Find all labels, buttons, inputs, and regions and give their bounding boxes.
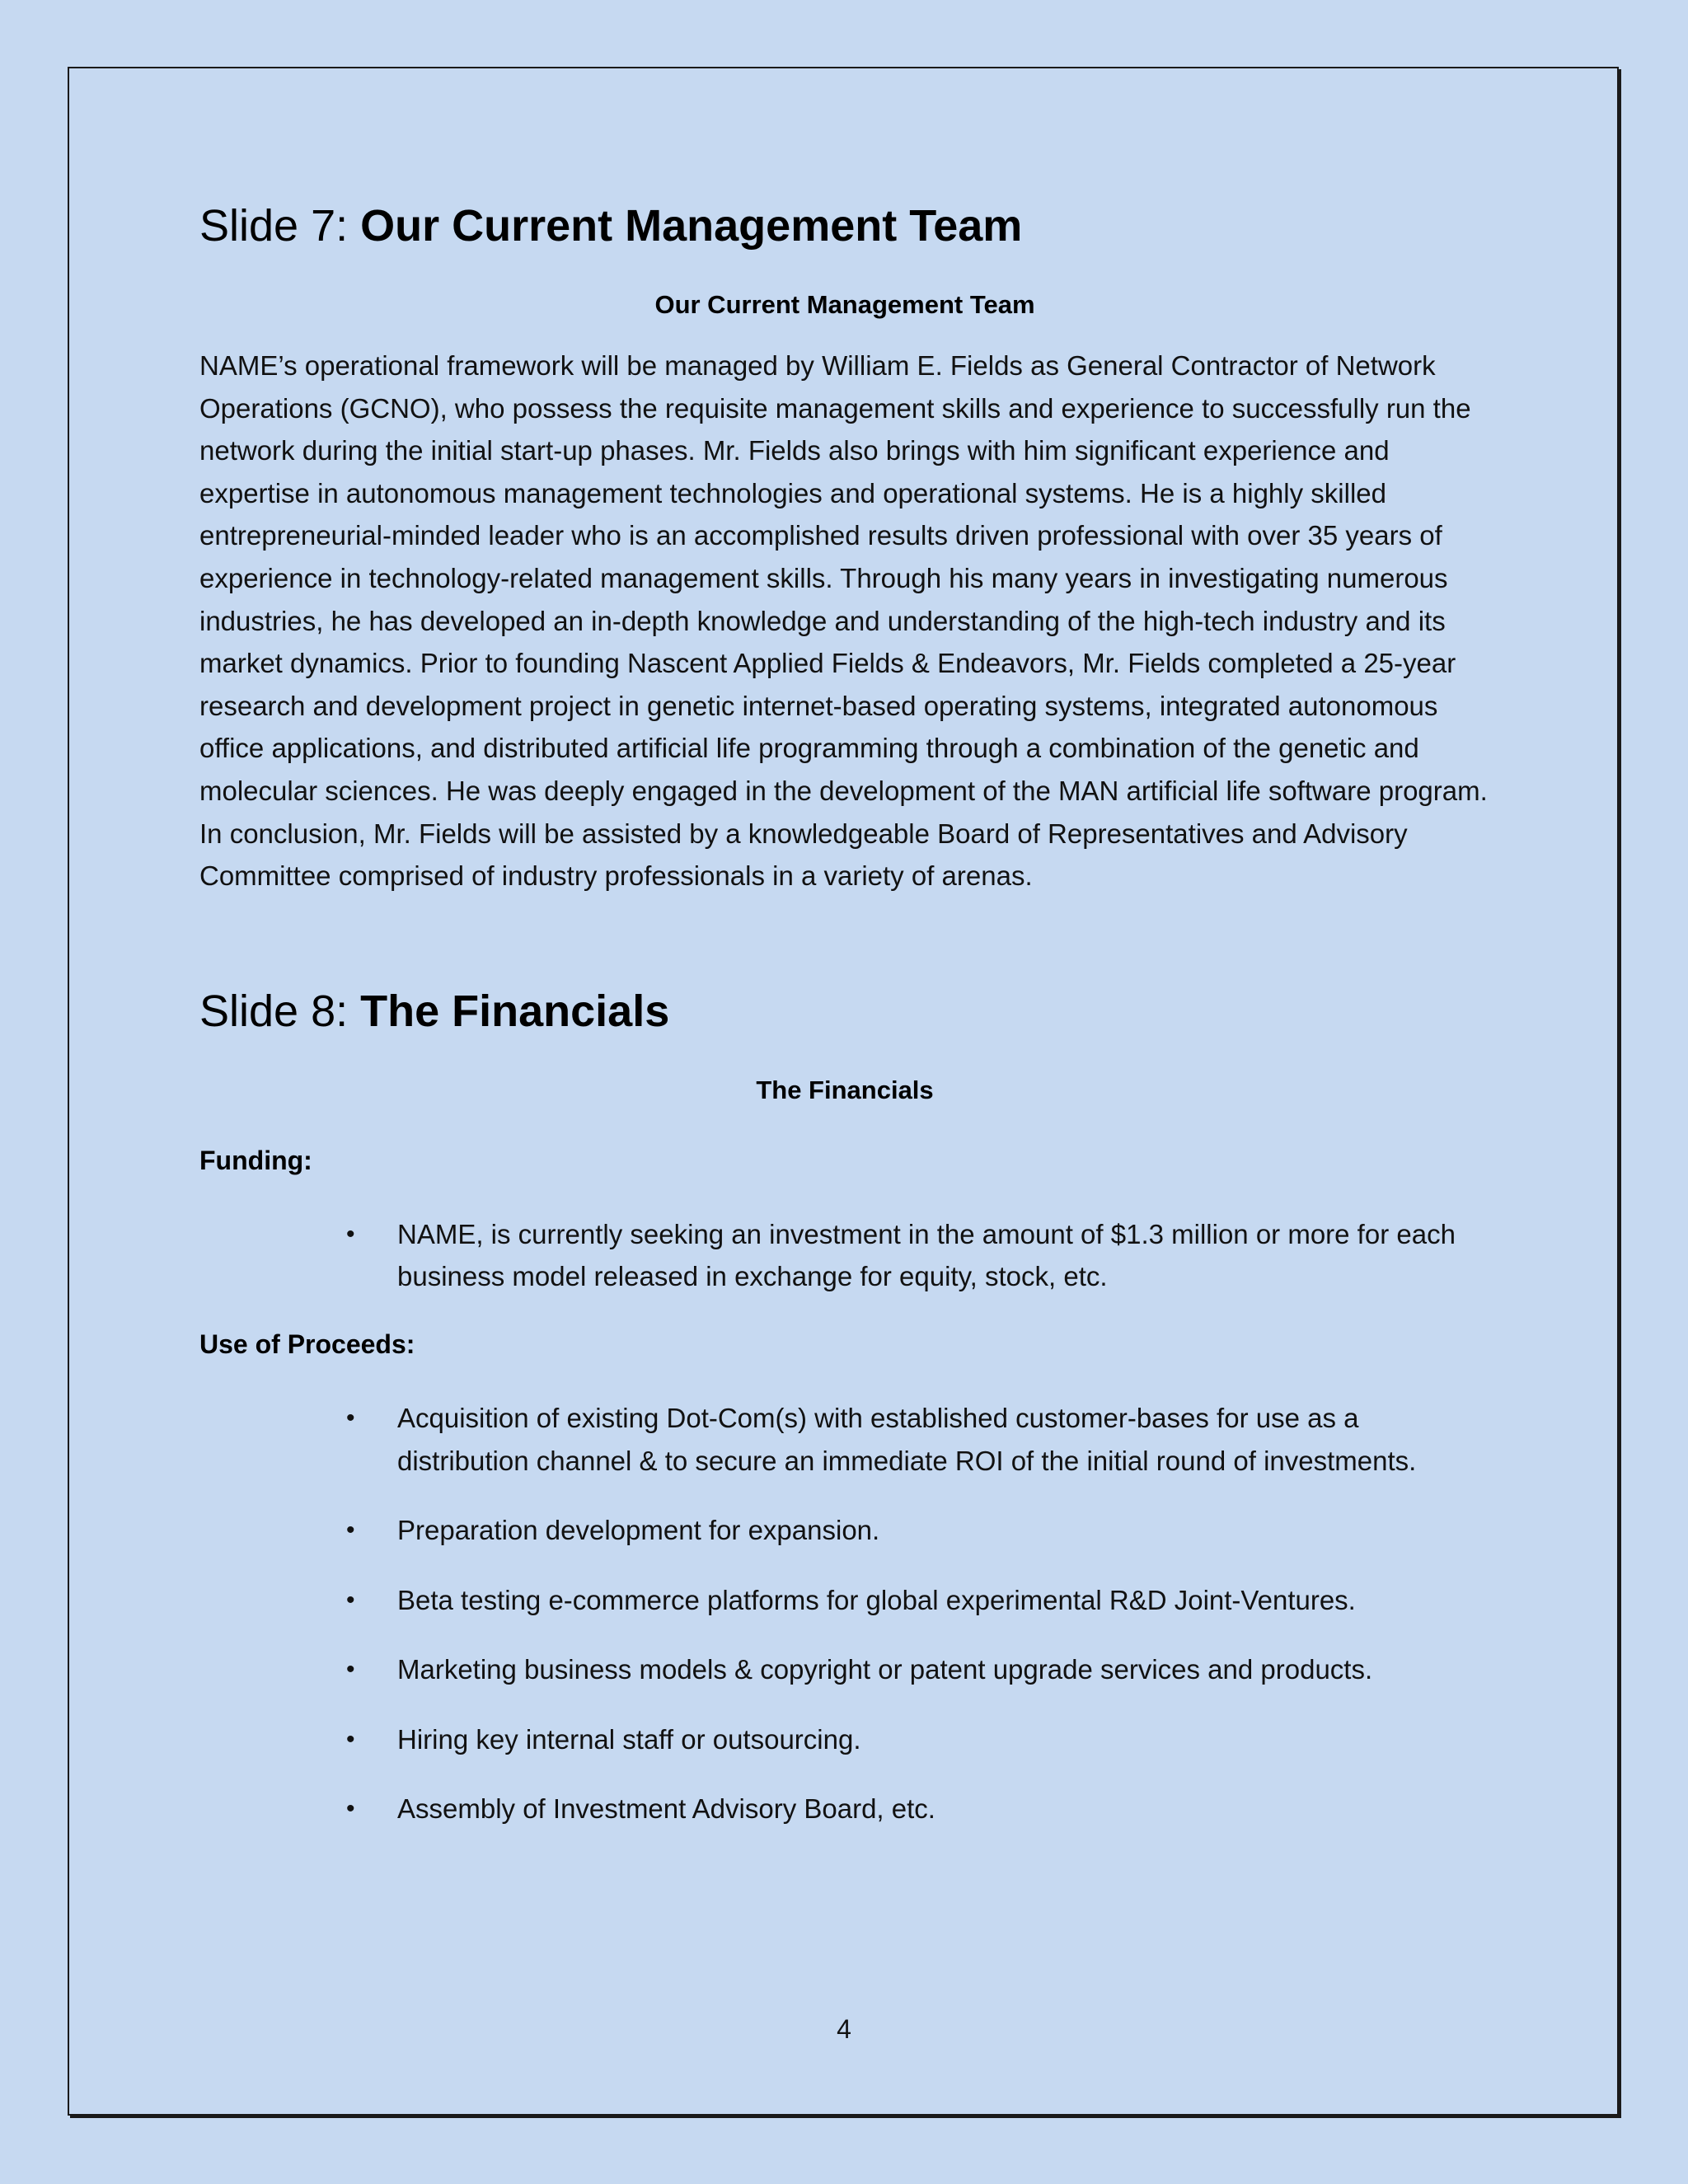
proceeds-item-text: Preparation development for expansion.: [397, 1515, 880, 1546]
bullet-icon: •: [346, 1516, 355, 1544]
list-item: [199, 1579, 1490, 1622]
slide-7-section-title: Our Current Management Team: [654, 290, 1035, 319]
page-content: [199, 198, 1490, 1830]
slide-8-section-title: The Financials: [756, 1075, 934, 1104]
list-item: [199, 1648, 1490, 1691]
proceeds-item-text: Beta testing e-commerce platforms for global experimental R&D Joint-Ventures.: [397, 1584, 1356, 1615]
funding-list: [199, 1213, 1490, 1298]
bullet-icon: •: [346, 1220, 355, 1248]
bullet-icon: •: [346, 1586, 355, 1614]
list-item: [199, 1788, 1490, 1830]
slide-8-label: Slide 8:: [199, 986, 361, 1036]
page-number: 4: [837, 2014, 851, 2044]
proceeds-item-text: Hiring key internal staff or outsourcing.: [397, 1723, 861, 1755]
list-item: [199, 1509, 1490, 1552]
bullet-icon: •: [346, 1795, 355, 1823]
proceeds-item-text: Marketing business models & copyright or patent upgrade services and products.: [397, 1654, 1373, 1685]
slide-8-heading: [199, 983, 1490, 1039]
bullet-icon: •: [346, 1656, 355, 1684]
funding-label: Funding:: [199, 1145, 312, 1175]
funding-item-text: NAME, is currently seeking an investment in the amount of $1.3 million or more for each business model released in exchange for equity, stock, etc.: [397, 1218, 1456, 1292]
list-item: [199, 1718, 1490, 1761]
list-item: [199, 1397, 1490, 1482]
slide-8-title: The Financials: [360, 986, 670, 1036]
proceeds-item-text: Assembly of Investment Advisory Board, etc.: [397, 1793, 935, 1825]
bullet-icon: •: [346, 1725, 355, 1753]
proceeds-item-text: Acquisition of existing Dot-Com(s) with established customer-bases for use as a distribution channel & to secure an immediate ROI of the initial round of investments.: [397, 1402, 1417, 1476]
management-team-paragraph: NAME’s operational framework will be managed by William E. Fields as General Contractor of Network Operations (GCNO), who possess the requisite management skills and experience to successfully run the network during the initial start-up phases. Mr. Fields also brings with him significant experience and expertise in autonomous management technologies and operational systems. He is a highly skilled entrepreneurial-minded leader who is an accomplished results driven professional with over 35 years of experience in technology-related management skills. Through his many years in investigating numerous industries, he has developed an in-depth knowledge and understanding of the high-tech industry and its market dynamics. Prior to founding Nascent Applied Fields & Endeavors, Mr. Fields completed a 25-year research and development project in genetic internet-based operating systems, integrated autonomous office applications, and distributed artificial life programming through a combination of the genetic and molecular sciences. He was deeply engaged in the development of the MAN artificial life software program. In conclusion, Mr. Fields will be assisted by a knowledgeable Board of Representatives and Advisory Committee comprised of industry professionals in a variety of arenas.: [199, 350, 1488, 892]
slide-7-heading: [199, 198, 1490, 254]
bullet-icon: •: [346, 1404, 355, 1432]
slide-7-label: Slide 7:: [199, 201, 361, 251]
slide-7-title: Our Current Management Team: [360, 201, 1023, 251]
list-item: [199, 1213, 1490, 1298]
proceeds-list: [199, 1397, 1490, 1830]
use-of-proceeds-label: Use of Proceeds:: [199, 1329, 415, 1359]
